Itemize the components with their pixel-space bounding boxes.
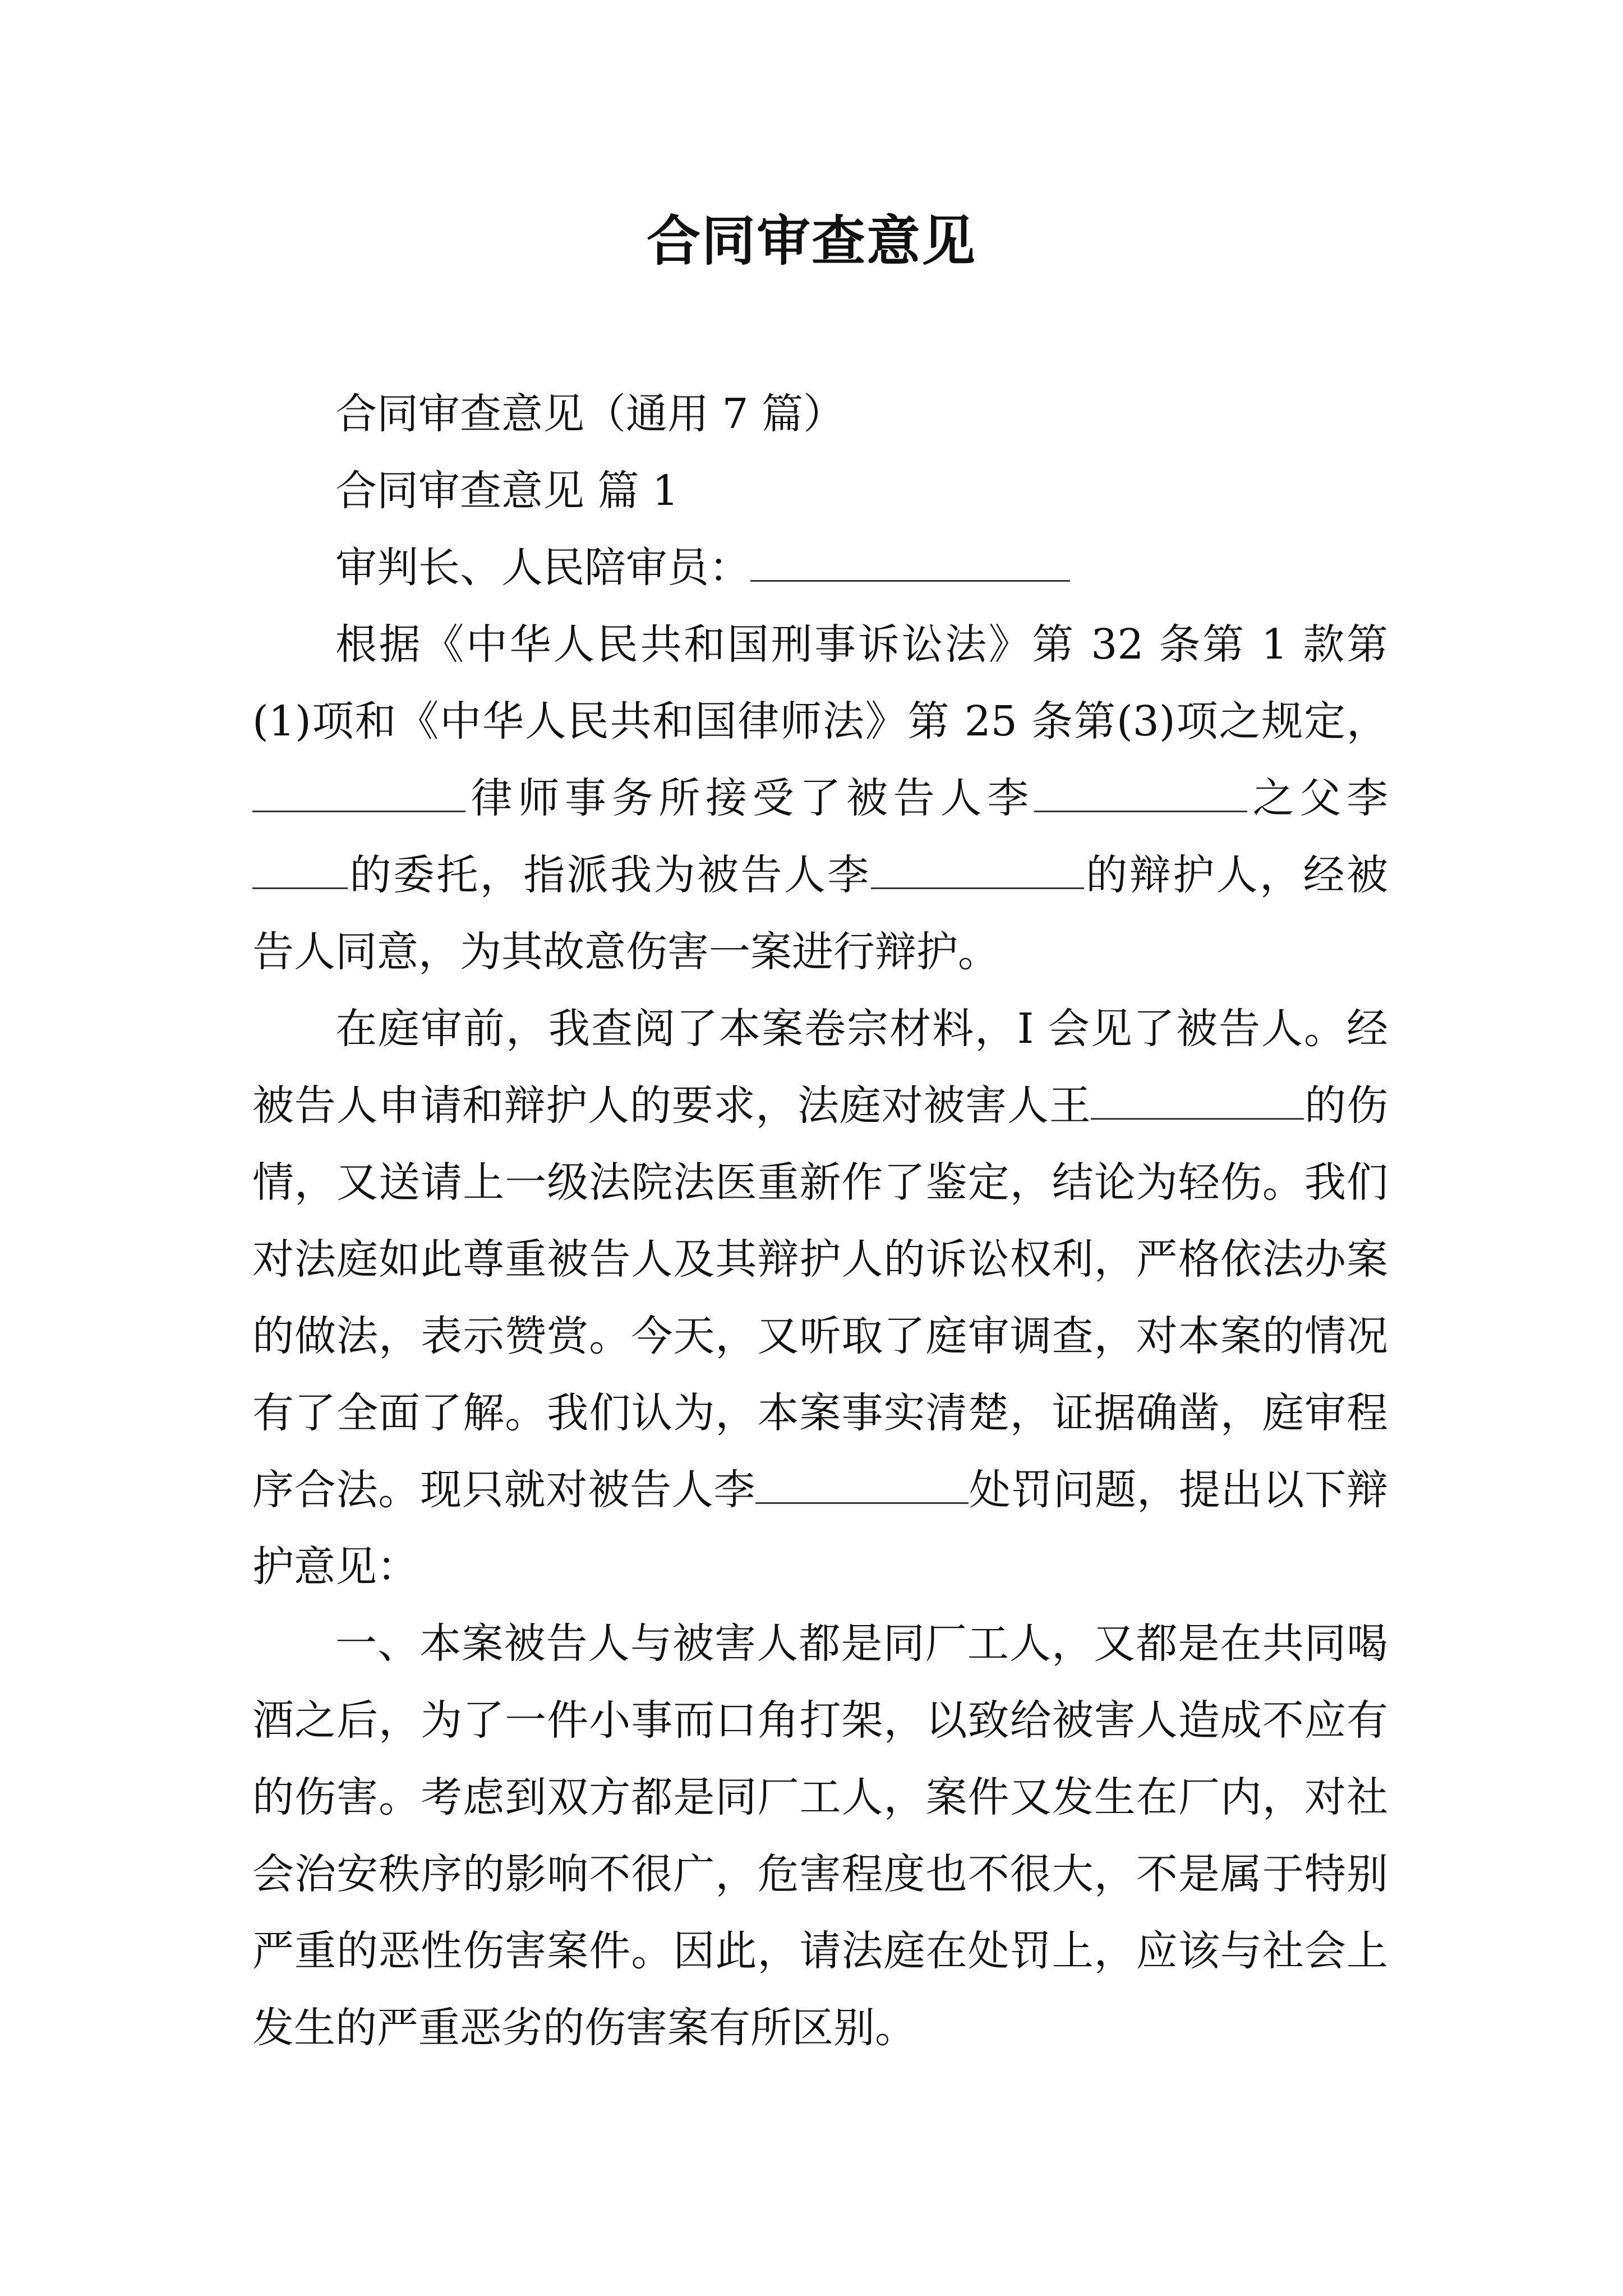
paragraph-1-text-2: 律师事务所接受了被告人李 <box>465 774 1034 822</box>
paragraph-1-text-3: 之父李 <box>1247 774 1388 822</box>
blank-underline <box>1034 768 1247 812</box>
paragraph-1-text-4: 的委托，指派我为被告人李 <box>348 851 871 899</box>
paragraph-2-text-3: 处罚问题，提出以下辩护意见： <box>252 1466 1389 1591</box>
blank-underline <box>1091 1075 1304 1120</box>
document-body <box>252 376 1388 2067</box>
blank-underline <box>750 537 1070 582</box>
blank-underline <box>871 845 1084 889</box>
blank-underline <box>252 845 348 889</box>
paragraph-2-text-2: 的伤情，又送请上一级法院法医重新作了鉴定，结论为轻伤。我们对法庭如此尊重被告人及其辩护人的诉讼权利，严格依法办案的做法，表示赞赏。今天，又听取了庭审调查，对本案的情况有了全面了解。我们认为，本案事实清楚，证据确凿，庭审程序合法。现只就对被告人李 <box>252 1082 1388 1514</box>
blank-underline <box>755 1460 969 1504</box>
paragraph-1 <box>252 606 1388 991</box>
salutation-line <box>252 530 1388 606</box>
paragraph-1-text-1: 根据《中华人民共和国刑事诉讼法》第 32 条第 1 款第(1)项和《中华人民共和国律师法》第 25 条第(3)项之规定， <box>252 620 1388 746</box>
paragraph-3: 一、本案被告人与被害人都是同厂工人，又都是在共同喝酒之后，为了一件小事而口角打架，以致给被害人造成不应有的伤害。考虑到双方都是同厂工人，案件又发生在厂内，对社会治安秩序的影响不很广，危害程度也不很大，不是属于特别严重的恶性伤害案件。因此，请法庭在处罚上，应该与社会上发生的严重恶劣的伤害案有所区别。 <box>252 1619 1388 2052</box>
paragraph-2 <box>252 991 1388 1605</box>
document-title: 合同审查意见 <box>647 210 976 273</box>
paragraph-1-text-5: 的辩护人，经被告人同意，为其故意伤害一案进行辩护。 <box>252 851 1389 976</box>
salutation-text: 审判长、人民陪审员： <box>335 544 750 592</box>
subtitle-line: 合同审查意见（通用 7 篇） <box>335 390 845 438</box>
paragraph-2-text-1: 在庭审前，我查阅了本案卷宗材料，I 会见了被告人。经被告人申请和辩护人的要求，法庭对被害人王 <box>252 1005 1388 1130</box>
blank-underline <box>252 768 465 812</box>
section-heading: 合同审查意见 篇 1 <box>335 467 679 515</box>
